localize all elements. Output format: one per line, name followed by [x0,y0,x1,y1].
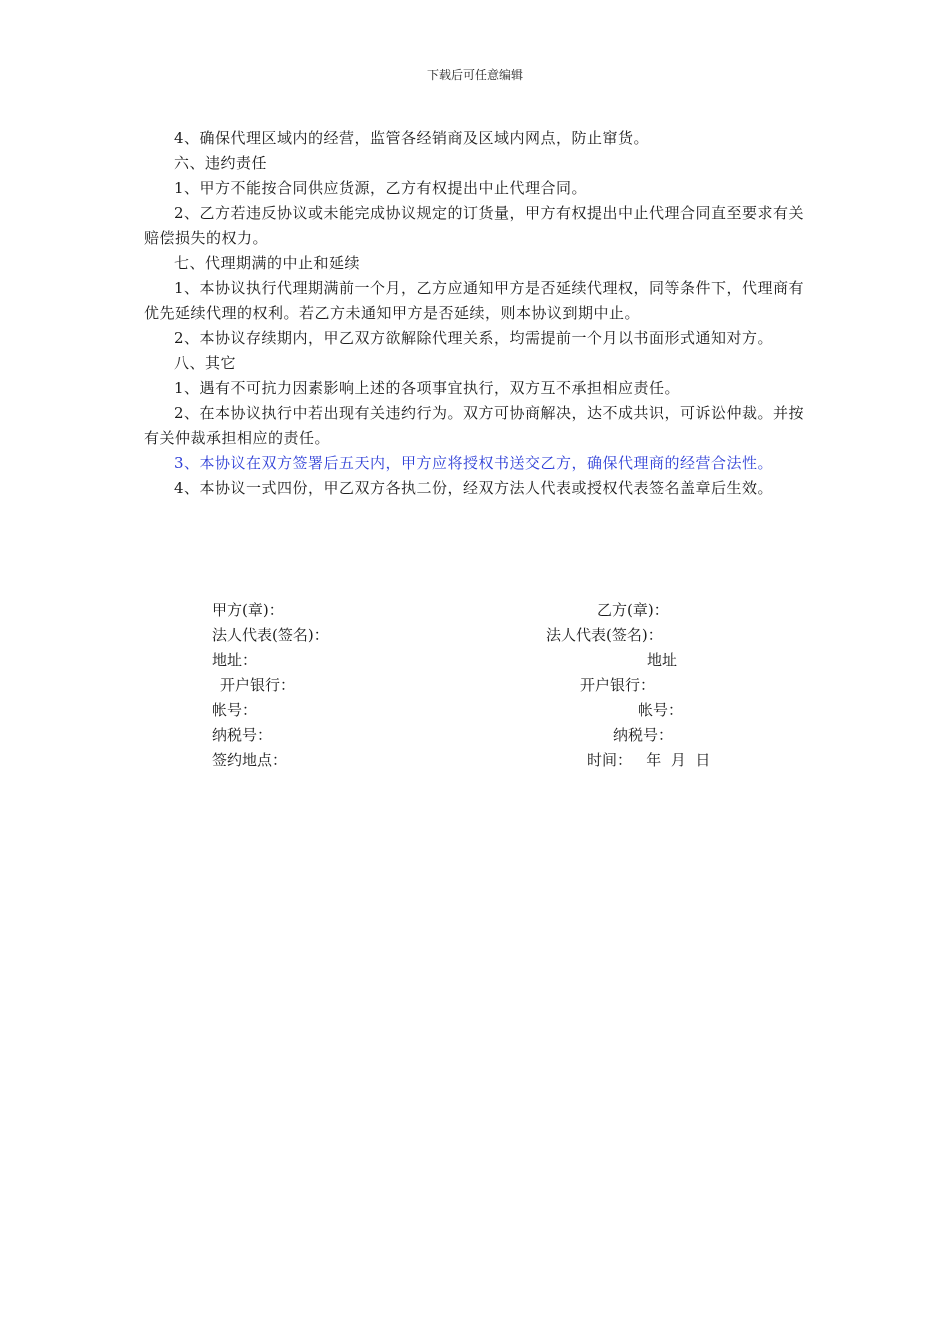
section-heading-termination: 七、代理期满的中止和延续 [174,254,361,272]
party-a-address-label: 地址： [212,651,258,669]
party-b-date-label: 时间： 年 月 日 [587,751,711,769]
paragraph-termination-1: 1、本协议执行代理期满前一个月，乙方应通知甲方是否延续代理权，同等条件下，代理商有优先延续代理的权利。若乙方未通知甲方是否延续，则本协议到期中止。 [144,279,805,322]
party-b-bank-label: 开户银行： [580,676,656,694]
contract-body [144,126,810,501]
paragraph-liability-1: 1、甲方不能按合同供应货源，乙方有权提出中止代理合同。 [174,179,588,197]
party-a-account-label: 帐号： [212,701,258,719]
paragraph-termination-2: 2、本协议存续期内，甲乙双方欲解除代理关系，均需提前一个月以书面形式通知对方。 [174,329,774,347]
section-heading-other: 八、其它 [174,354,237,372]
paragraph-other-3-highlighted: 3、本协议在双方签署后五天内，甲方应将授权书送交乙方，确保代理商的经营合法性。 [174,454,774,472]
paragraph-other-1: 1、遇有不可抗力因素影响上述的各项事宜执行，双方互不承担相应责任。 [174,379,681,397]
party-b-legal-rep-label: 法人代表(签名)： [546,626,663,644]
party-a-tax-id-label: 纳税号： [212,726,273,744]
paragraph-liability-2: 2、乙方若违反协议或未能完成协议规定的订货量，甲方有权提出中止代理合同直至要求有关赔偿损失的权力。 [144,204,805,247]
party-a-signing-place-label: 签约地点： [212,751,288,769]
party-b-address-label: 地址 [647,651,678,669]
paragraph-item-4-anti-crossregion: 4、确保代理区域内的经营，监管各经销商及区域内网点，防止窜货。 [174,129,650,147]
section-heading-liability: 六、违约责任 [174,154,268,172]
paragraph-other-2: 2、在本协议执行中若出现有关违约行为。双方可协商解决，达不成共识，可诉讼仲裁。并按有关仲裁承担相应的责任。 [144,404,805,447]
header-note: 下载后可任意编辑 [426,68,523,82]
party-a-legal-rep-label: 法人代表(签名)： [212,626,329,644]
paragraph-other-4: 4、本协议一式四份，甲乙双方各执二份，经双方法人代表或授权代表签名盖章后生效。 [174,479,774,497]
party-b-seal-label: 乙方(章)： [597,601,669,619]
party-a-seal-label: 甲方(章)： [212,601,284,619]
party-b-account-label: 帐号： [638,701,684,719]
party-a-bank-label: 开户银行： [220,676,296,694]
party-b-tax-id-label: 纳税号： [613,726,674,744]
